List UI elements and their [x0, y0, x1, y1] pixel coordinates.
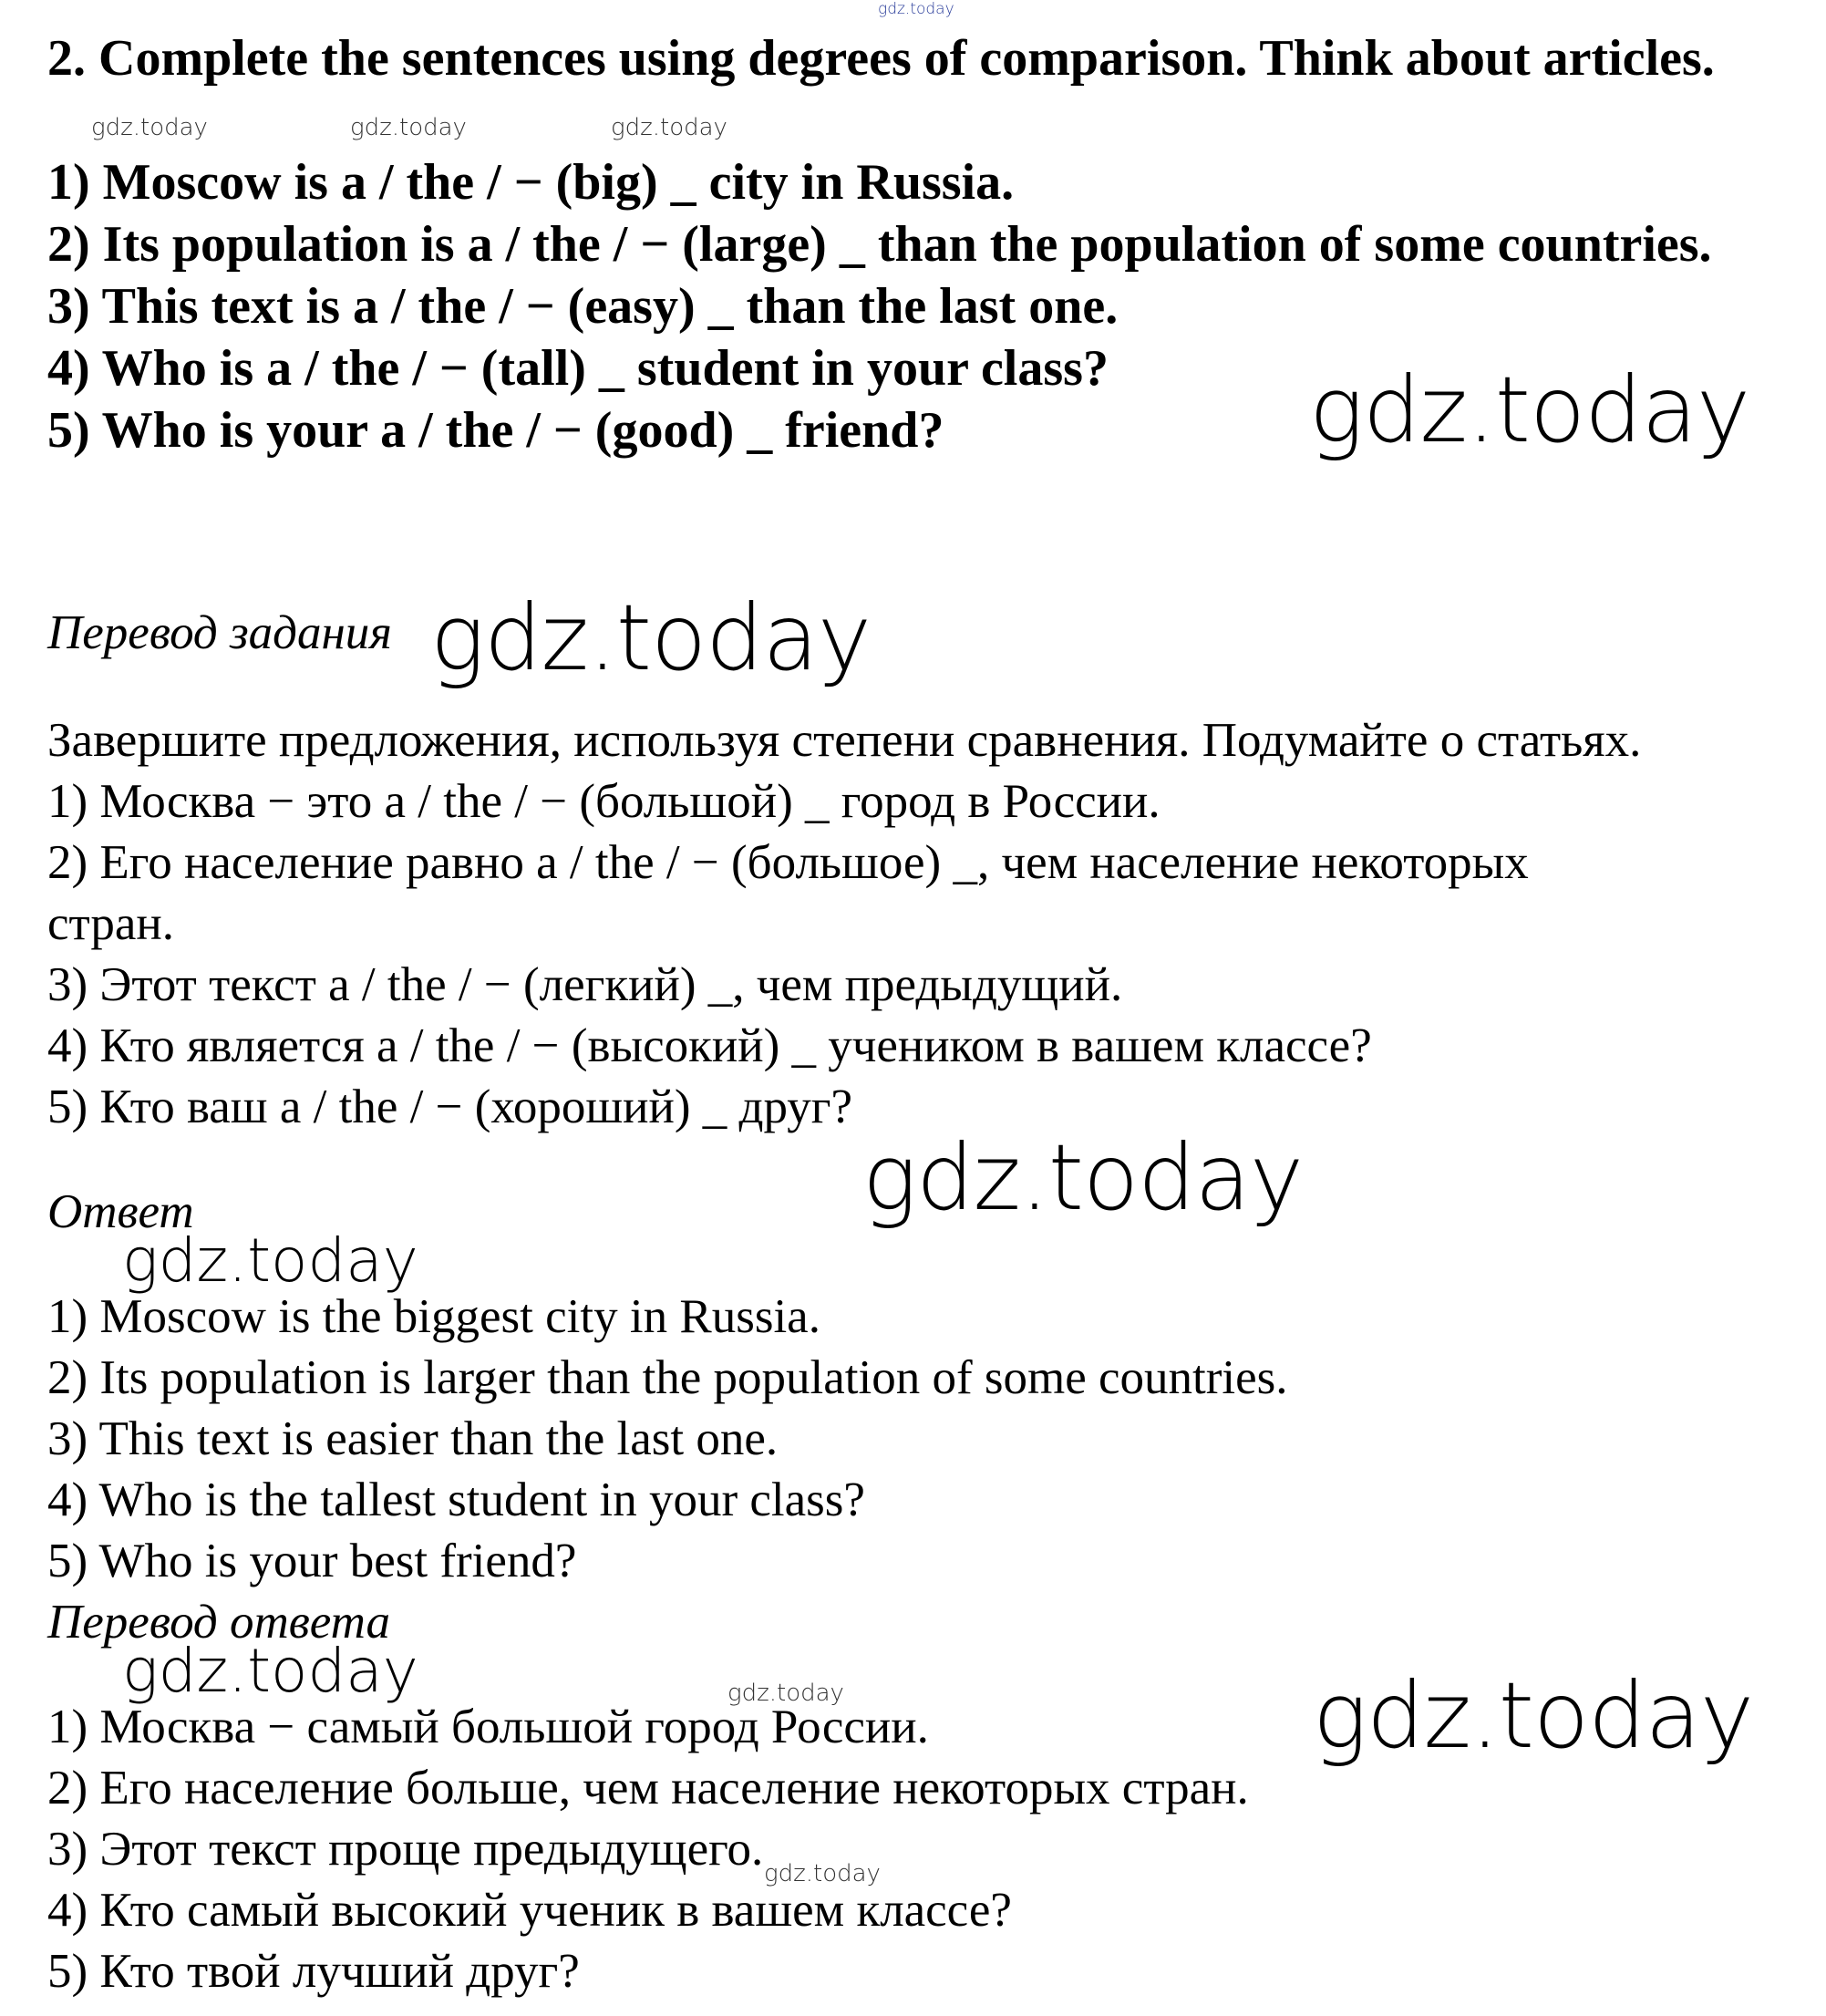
watermark: gdz.today: [91, 114, 208, 141]
watermark: gdz.today: [878, 0, 954, 18]
translation-item-1: 1) Москва − это a / the / − (большой) _ город в России.: [47, 775, 1161, 828]
answer-item-2: 2) Its population is larger than the population of some countries.: [47, 1351, 1288, 1404]
answer-translation-heading: Перевод ответа: [47, 1596, 391, 1649]
translation-item-5: 5) Кто ваш a / the / − (хороший) _ друг?: [47, 1080, 853, 1133]
watermark: gdz.today: [764, 1860, 881, 1887]
task-item-5: 5) Who is your a / the / − (good) _ friend?: [47, 402, 944, 459]
answer-translation-item-4: 4) Кто самый высокий ученик в вашем классе?: [47, 1884, 1012, 1937]
translation-item-2: 2) Его население равно a / the / − (большое) _, чем население некоторых: [47, 836, 1529, 889]
translation-item-2-cont: стран.: [47, 897, 174, 950]
translation-item-4: 4) Кто является a / the / − (высокий) _ учеником в вашем классе?: [47, 1019, 1372, 1072]
task-item-1: 1) Moscow is a / the / − (big) _ city in Russia.: [47, 154, 1015, 211]
task-item-2: 2) Its population is a / the / − (large) _ than the population of some countries.: [47, 216, 1712, 273]
answer-item-5: 5) Who is your best friend?: [47, 1535, 577, 1587]
translation-instruction: Завершите предложения, используя степени сравнения. Подумайте о статьях.: [47, 714, 1642, 767]
translation-heading: Перевод задания: [47, 606, 392, 659]
watermark: gdz.today: [122, 1636, 418, 1706]
watermark: gdz.today: [1313, 1662, 1754, 1769]
watermark: gdz.today: [1309, 357, 1750, 463]
watermark: gdz.today: [122, 1225, 418, 1296]
answer-item-4: 4) Who is the tallest student in your class?: [47, 1473, 865, 1526]
watermark: gdz.today: [727, 1680, 844, 1707]
task-title: 2. Complete the sentences using degrees of comparison. Think about articles.: [47, 30, 1715, 87]
task-item-4: 4) Who is a / the / − (tall) _ student in your class?: [47, 340, 1109, 397]
translation-item-3: 3) Этот текст a / the / − (легкий) _, чем предыдущий.: [47, 958, 1123, 1011]
watermark: gdz.today: [350, 114, 467, 141]
answer-translation-item-1: 1) Москва − самый большой город России.: [47, 1701, 929, 1753]
watermark: gdz.today: [862, 1124, 1304, 1231]
answer-translation-item-3: 3) Этот текст проще предыдущего.: [47, 1823, 764, 1876]
watermark: gdz.today: [611, 114, 727, 141]
answer-translation-item-2: 2) Его население больше, чем население некоторых стран.: [47, 1762, 1249, 1814]
answer-translation-item-5: 5) Кто твой лучший друг?: [47, 1945, 580, 1998]
watermark: gdz.today: [430, 584, 872, 691]
answer-item-1: 1) Moscow is the biggest city in Russia.: [47, 1290, 820, 1343]
answer-item-3: 3) This text is easier than the last one.: [47, 1412, 779, 1465]
task-item-3: 3) This text is a / the / − (easy) _ than the last one.: [47, 278, 1119, 335]
answer-heading: Ответ: [47, 1185, 194, 1238]
